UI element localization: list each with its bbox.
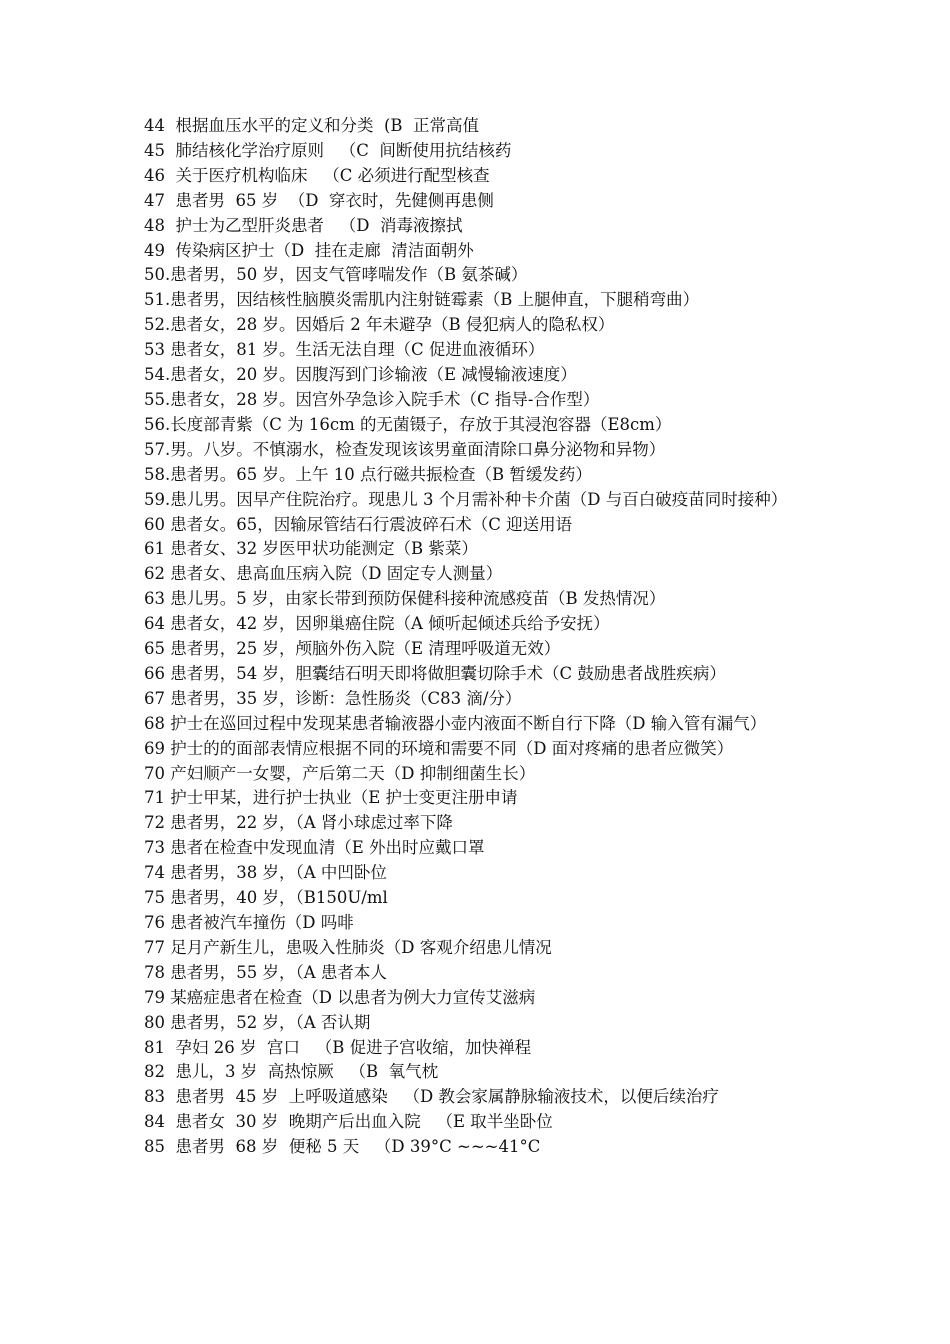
answer-line-67: 67 患者男，35 岁，诊断：急性肠炎（C83 滴/分） [144, 688, 522, 708]
answer-line-57: 57.男。八岁。不慎溺水，检查发现该该男童面清除口鼻分泌物和异物） [144, 439, 666, 459]
answer-line-53: 53 患者女，81 岁。生活无法自理（C 促进血液循环） [144, 340, 545, 360]
answer-line-54: 54.患者女，20 岁。因腹泻到门诊输液（E 减慢输液速度） [144, 365, 577, 385]
answer-line-58: 58.患者男。65 岁。上午 10 点行磁共振检查（B 暂缓发药） [144, 464, 592, 484]
answer-line-62: 62 患者女、患高血压病入院（D 固定专人测量） [144, 564, 503, 584]
answer-list [144, 114, 809, 1160]
answer-line-76: 76 患者被汽车撞伤（D 吗啡 [144, 913, 354, 932]
answer-line-80: 80 患者男，52 岁，（A 否认期 [144, 1012, 371, 1032]
answer-line-59: 59.患儿男。因早产住院治疗。现患儿 3 个月需补种卡介菌（D 与百白破疫苗同时接种） [144, 489, 788, 509]
answer-line-79: 79 某癌症患者在检查（D 以患者为例大力宣传艾滋病 [144, 987, 536, 1007]
answer-line-48: 48 护士为乙型肝炎患者 （D 消毒液擦拭 [144, 215, 463, 235]
answer-line-64: 64 患者女，42 岁，因卵巢癌住院（A 倾听起倾述兵给予安抚） [144, 614, 610, 634]
answer-line-71: 71 护士甲某，进行护士执业（E 护士变更注册申请 [144, 788, 518, 808]
answer-line-56: 56.长度部青紫（C 为 16cm 的无菌镊子，存放于其浸泡容器（E8cm） [144, 414, 672, 434]
answer-line-75: 75 患者男，40 岁，（B150U/ml [144, 888, 388, 908]
answer-line-66: 66 患者男，54 岁，胆囊结石明天即将做胆囊切除手术（C 鼓励患者战胜疾病） [144, 663, 726, 683]
answer-line-50: 50.患者男，50 岁，因支气管哮喘发作（B 氨茶碱） [144, 265, 528, 285]
answer-line-68: 68 护士在巡回过程中发现某患者输液器小壶内液面不断自行下降（D 输入管有漏气） [144, 713, 767, 733]
answer-line-51: 51.患者男，因结核性脑膜炎需肌内注射链霉素（B 上腿伸直，下腿稍弯曲） [144, 290, 700, 310]
answer-line-45: 45 肺结核化学治疗原则 （C 间断使用抗结核药 [144, 140, 512, 160]
answer-line-85: 85 患者男 68 岁 便秘 5 天 （D 39°C ~~~41°C [144, 1137, 541, 1157]
answer-line-46: 46 关于医疗机构临床 （C 必须进行配型核查 [144, 165, 490, 185]
answer-line-69: 69 护士的的面部表情应根据不同的环境和需要不同（D 面对疼痛的患者应微笑） [144, 738, 734, 758]
answer-line-52: 52.患者女，28 岁。因婚后 2 年未避孕（B 侵犯病人的隐私权） [144, 315, 615, 335]
answer-line-78: 78 患者男，55 岁，（A 患者本人 [144, 962, 387, 982]
answer-line-72: 72 患者男，22 岁，（A 肾小球虑过率下降 [144, 813, 453, 833]
answer-line-61: 61 患者女、32 岁医甲状功能测定（B 紫菜） [144, 539, 478, 559]
answer-line-55: 55.患者女，28 岁。因宫外孕急诊入院手术（C 指导-合作型） [144, 389, 600, 409]
answer-line-84: 84 患者女 30 岁 晚期产后出血入院 （E 取半坐卧位 [144, 1112, 553, 1132]
answer-line-65: 65 患者男，25 岁，颅脑外伤入院（E 清理呼吸道无效） [144, 639, 561, 659]
answer-line-83: 83 患者男 45 岁 上呼吸道感染 （D 教会家属静脉输液技术，以便后续治疗 [144, 1087, 719, 1107]
answer-line-73: 73 患者在检查中发现血清（E 外出时应戴口罩 [144, 838, 485, 858]
answer-line-81: 81 孕妇 26 岁 宫口 （B 促进子宫收缩，加快禅程 [144, 1037, 532, 1057]
answer-line-49: 49 传染病区护士（D 挂在走廊 清洁面朝外 [144, 240, 474, 260]
answer-line-60: 60 患者女。65，因输尿管结石行震波碎石术（C 迎送用语 [144, 514, 573, 534]
answer-line-74: 74 患者男，38 岁，（A 中凹卧位 [144, 863, 387, 883]
answer-line-70: 70 产妇顺产一女婴，产后第二天（D 抑制细菌生长） [144, 763, 536, 783]
answer-line-44: 44 根据血压水平的定义和分类 (B 正常高值 [144, 116, 480, 135]
answer-line-47: 47 患者男 65 岁 （D 穿衣时，先健侧再患侧 [144, 190, 494, 210]
answer-line-63: 63 患儿男。5 岁，由家长带到预防保健科接种流感疫苗（B 发热情况） [144, 589, 666, 609]
answer-line-82: 82 患儿，3 岁 高热惊厥 （B 氧气枕 [144, 1062, 439, 1082]
answer-line-77: 77 足月产新生儿，患吸入性肺炎（D 客观介绍患儿情况 [144, 937, 552, 957]
